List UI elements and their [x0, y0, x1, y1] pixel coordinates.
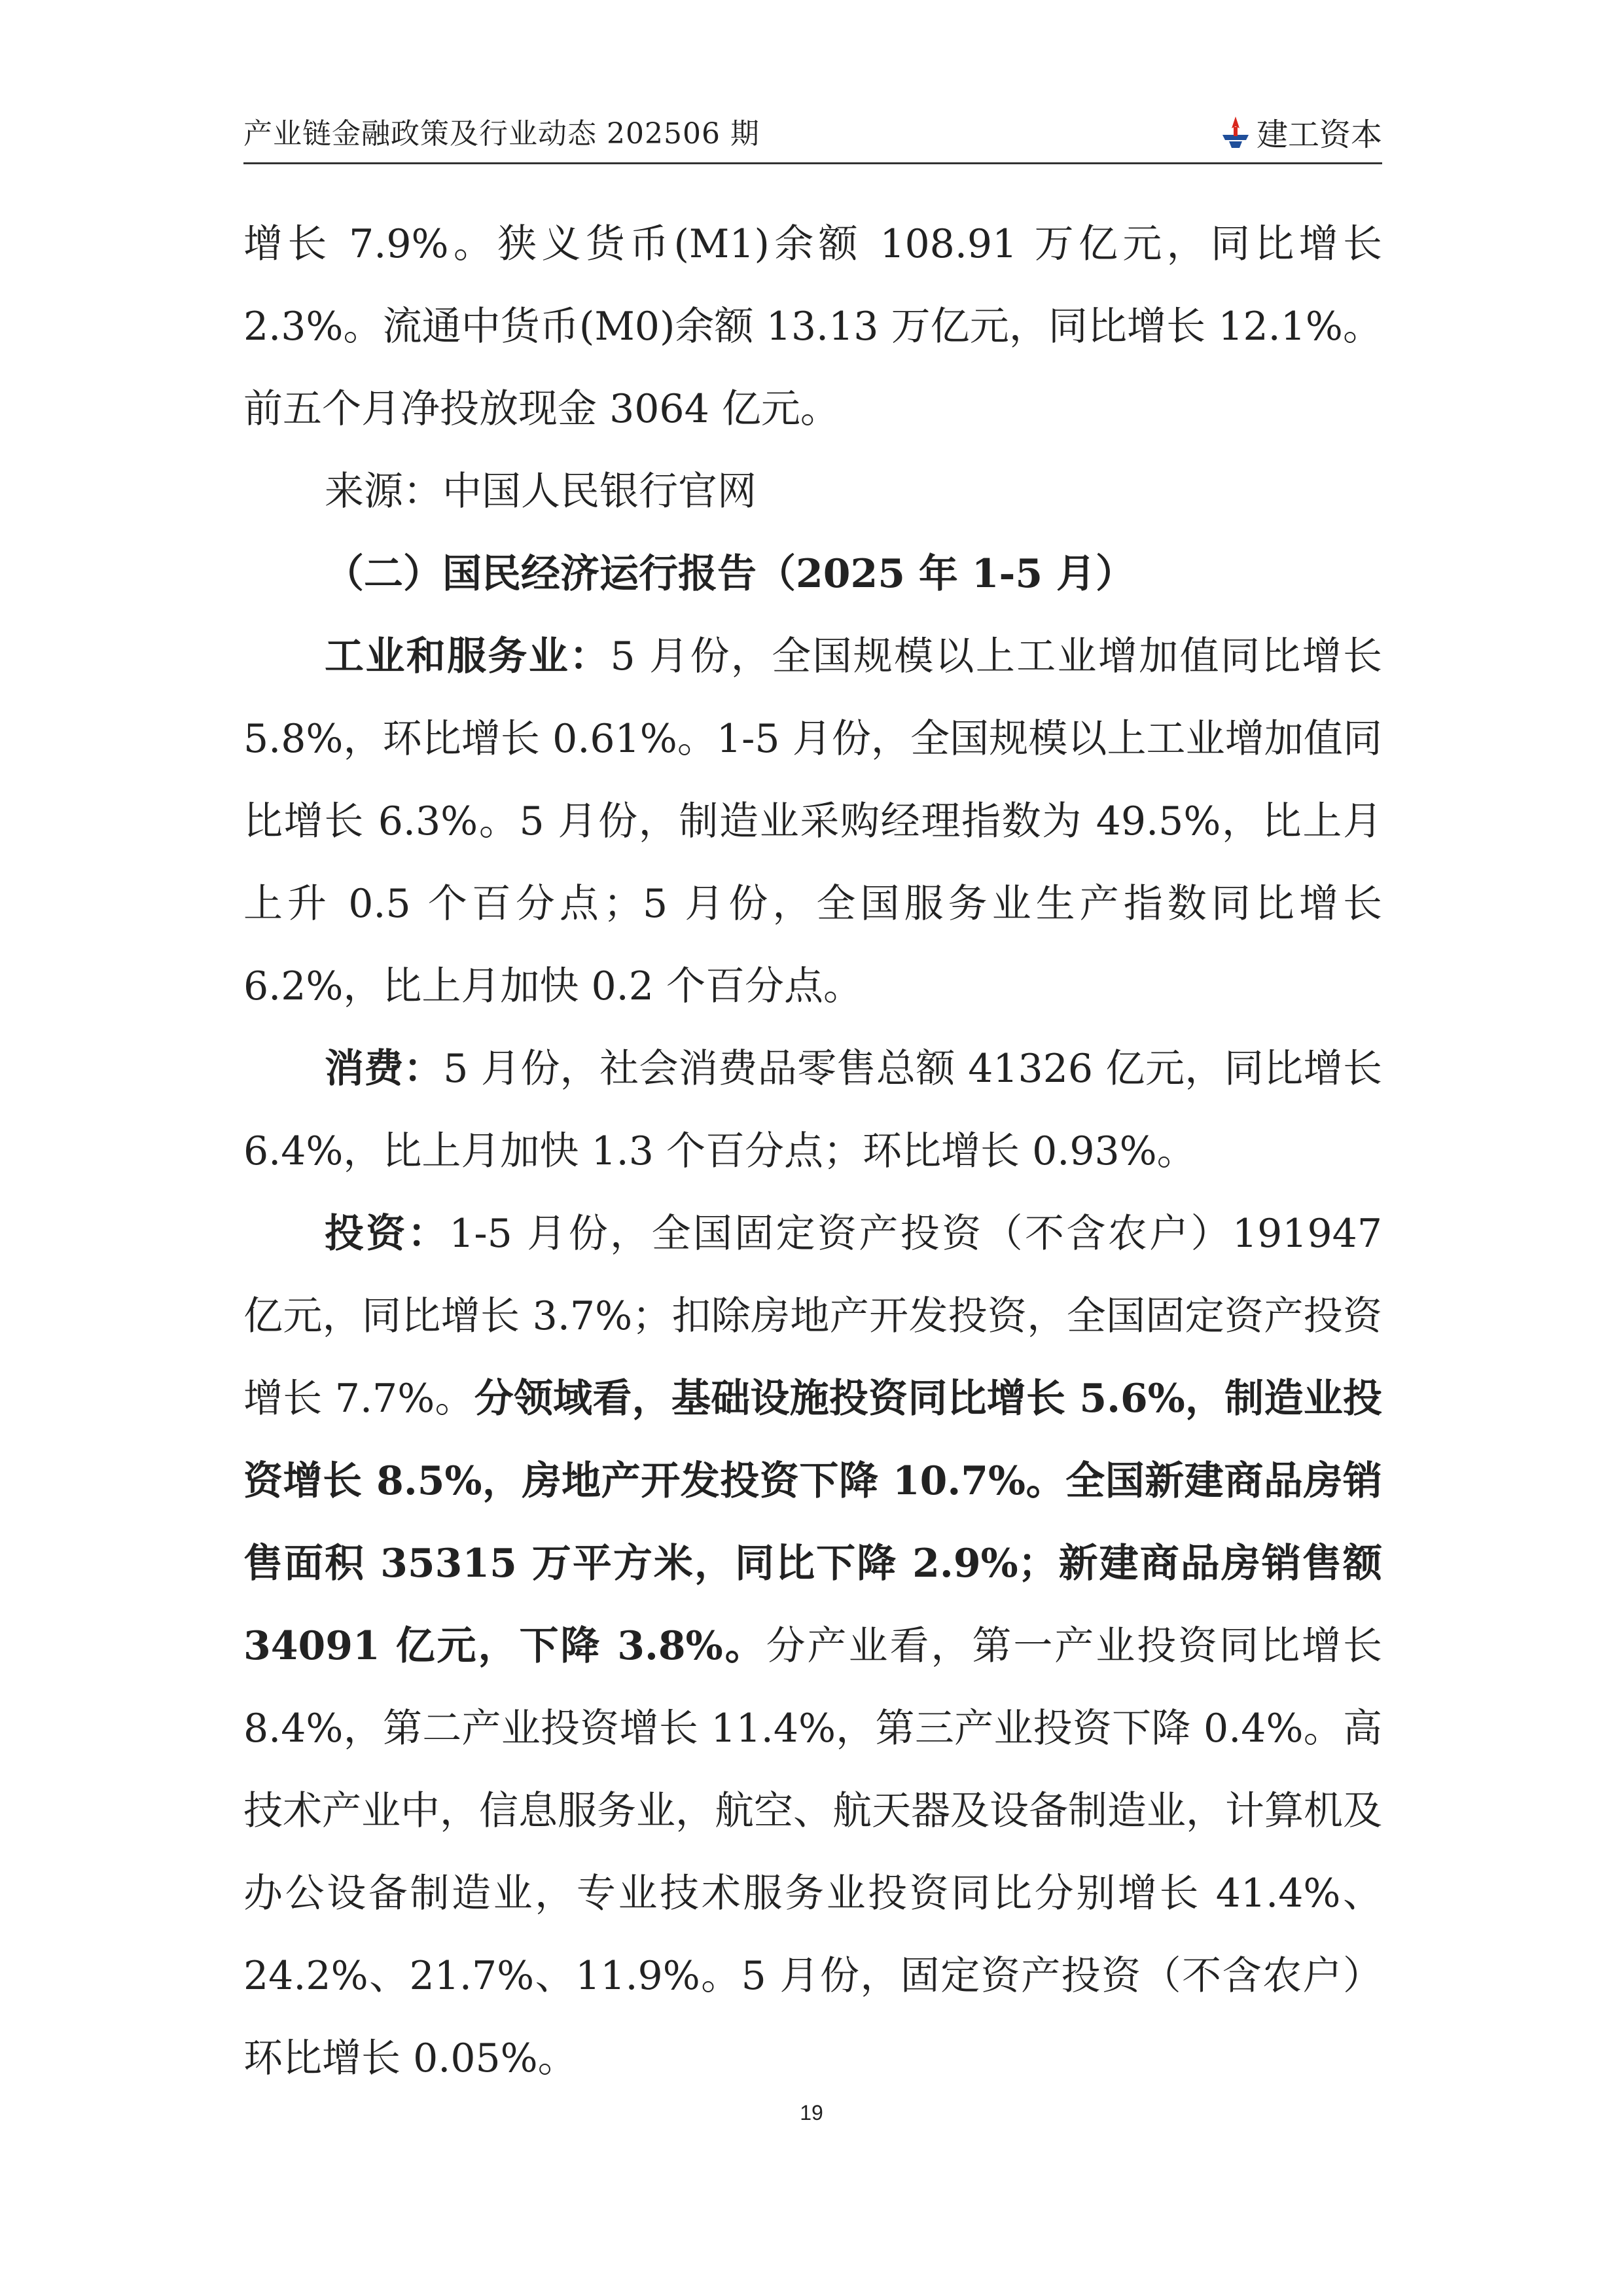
document-body	[243, 203, 1382, 2100]
consumption-text: 5 月份，社会消费品零售总额 41326 亿元，同比增长 6.4%，比上月加快 1.3 个百分点；环比增长 0.93%。	[243, 1046, 1382, 1174]
industry-text: 5 月份，全国规模以上工业增加值同比增长 5.8%，环比增长 0.61%。1-5 月份，全国规模以上工业增加值同比增长 6.3%。5 月份，制造业采购经理指数为 49.5%，比上月上升 0.5 个百分点；5 月份，全国服务业生产指数同比增长 6.2%，比上月加快 0.2 个百分点。	[243, 634, 1382, 1009]
paragraph-industry	[243, 615, 1382, 1028]
page-header	[243, 110, 1382, 164]
header-brand-name: 建工资本	[1256, 117, 1382, 153]
paragraph-consumption	[243, 1028, 1382, 1193]
paragraph-investment	[243, 1193, 1382, 2100]
section-title: （二）国民经济运行报告（2025 年 1-5 月）	[325, 551, 1135, 597]
source-line: 来源：中国人民银行官网	[325, 469, 757, 514]
header-title: 产业链金融政策及行业动态 202506 期	[243, 117, 760, 151]
page-number: 19	[800, 2101, 823, 2125]
company-logo-icon	[1220, 115, 1251, 149]
investment-bold-text: 分领域看，基础设施投资同比增长 5.6%，制造业投资增长 8.5%，房地产开发投资下降 10.7%。全国新建商品房销售面积 35315 万平方米，同比下降 2.9%；新建商品房销售额 34091 亿元，下降 3.8%。	[243, 1376, 1382, 1669]
consumption-lead: 消费：	[325, 1046, 444, 1092]
investment-text-1: 1-5 月份，全国固定资产投资（不含农户）191947 亿元，同比增长 3.7%；扣除房地产开发投资，全国固定资产投资增长 7.7%。	[243, 1211, 1382, 1422]
investment-lead: 投资：	[325, 1211, 450, 1257]
paragraph-money-supply: 增长 7.9%。狭义货币(M1)余额 108.91 万亿元，同比增长 2.3%。流通中货币(M0)余额 13.13 万亿元，同比增长 12.1%。前五个月净投放现金 3064 亿元。	[243, 221, 1382, 432]
industry-lead: 工业和服务业：	[325, 634, 611, 679]
investment-text-2: 分产业看，第一产业投资同比增长 8.4%，第二产业投资增长 11.4%，第三产业投资下降 0.4%。高技术产业中，信息服务业，航空、航天器及设备制造业，计算机及办公设备制造业，专业技术服务业投资同比分别增长 41.4%、24.2%、21.7%、11.9%。5 月份，固定资产投资（不含农户）环比增长 0.05%。	[243, 1623, 1383, 2081]
header-brand	[1220, 109, 1382, 154]
